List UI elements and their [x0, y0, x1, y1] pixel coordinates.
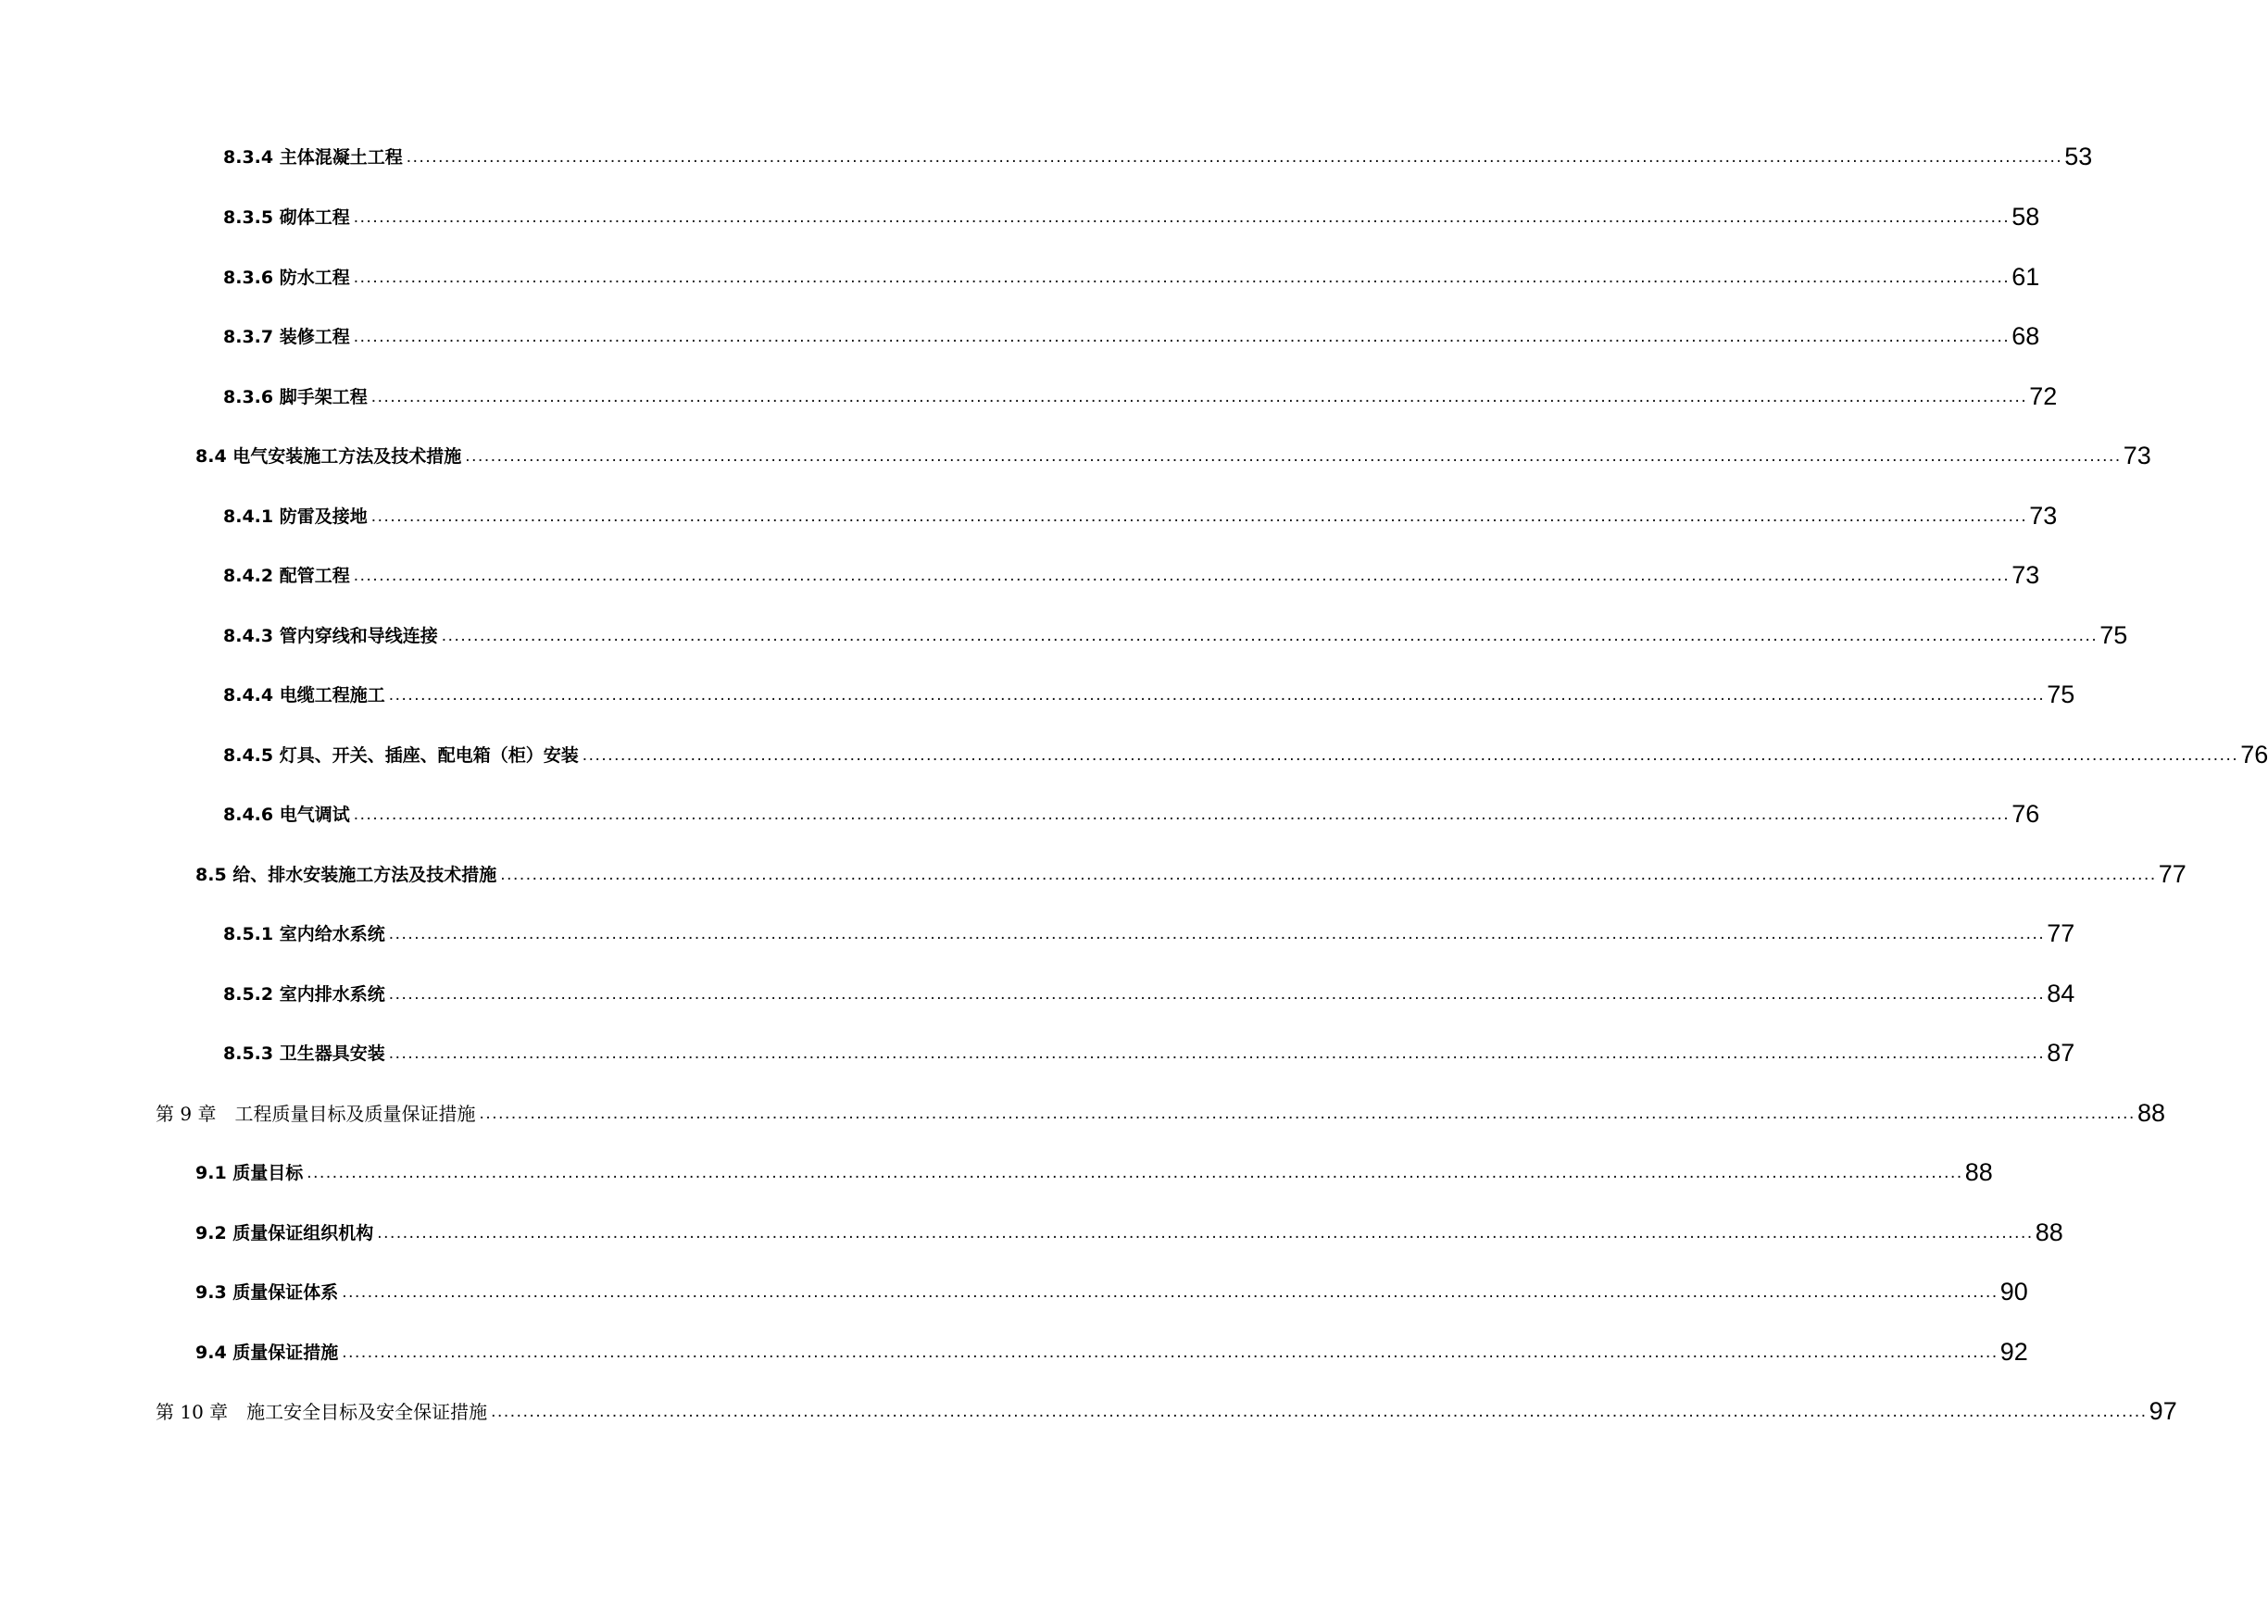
toc-entry: [195, 1210, 2063, 1247]
toc-leader-dots: ....................................................................................................................................................................................................................................................................: [388, 924, 2046, 943]
toc-entry-page: 72: [2029, 382, 2058, 410]
toc-entry-title: 9.3 质量保证体系: [195, 1282, 339, 1303]
toc-entry: [223, 792, 2040, 829]
toc-leader-dots: ....................................................................................................................................................................................................................................................................: [500, 865, 2157, 884]
toc-leader-dots: ....................................................................................................................................................................................................................................................................: [370, 506, 2028, 526]
toc-entry-page: 90: [1999, 1278, 2028, 1305]
toc-entry-page: 53: [2064, 143, 2093, 170]
toc-entry-page: 87: [2047, 1039, 2075, 1067]
toc-entry: [223, 255, 2040, 292]
toc-leader-dots: ....................................................................................................................................................................................................................................................................: [582, 745, 2239, 765]
toc-leader-dots: ....................................................................................................................................................................................................................................................................: [388, 1043, 2046, 1063]
toc-entry-page: 73: [2011, 561, 2040, 589]
toc-entry-page: 88: [1964, 1158, 1993, 1186]
toc-entry-title: 9.2 质量保证组织机构: [195, 1223, 374, 1243]
toc-entry: [156, 1091, 2165, 1128]
toc-entry-title: 8.4.1 防雷及接地: [223, 506, 368, 527]
toc-entry-title: 8.4.3 管内穿线和导线连接: [223, 626, 438, 646]
toc-entry: [195, 1150, 1993, 1187]
toc-entry-page: 97: [2149, 1397, 2177, 1425]
toc-entry-page: 84: [2047, 980, 2075, 1007]
toc-entry: [223, 374, 2058, 411]
toc-entry-page: 61: [2011, 263, 2040, 291]
toc-entry-title: 8.5 给、排水安装施工方法及技术措施: [195, 865, 497, 885]
toc-leader-dots: ....................................................................................................................................................................................................................................................................: [441, 626, 2099, 645]
toc-entry: [223, 194, 2040, 231]
toc-entry-title: 8.3.5 砌体工程: [223, 207, 350, 228]
toc-leader-dots: ....................................................................................................................................................................................................................................................................: [353, 207, 2011, 227]
toc-entry-title: 8.3.4 主体混凝土工程: [223, 147, 403, 168]
toc-entry-title: 8.4 电气安装施工方法及技术措施: [195, 446, 462, 467]
toc-entry-title: 8.5.2 室内排水系统: [223, 984, 385, 1005]
toc-leader-dots: ....................................................................................................................................................................................................................................................................: [342, 1282, 1999, 1302]
toc-entry: [223, 613, 2128, 650]
toc-leader-dots: ....................................................................................................................................................................................................................................................................: [353, 327, 2011, 346]
toc-entry-page: 77: [2158, 860, 2187, 888]
toc-leader-dots: ....................................................................................................................................................................................................................................................................: [342, 1343, 1999, 1362]
toc-entry-title: 8.3.7 装修工程: [223, 327, 350, 347]
toc-leader-dots: ....................................................................................................................................................................................................................................................................: [479, 1104, 2136, 1123]
toc-entry: [223, 911, 2075, 948]
toc-entry: [156, 1389, 2177, 1426]
toc-entry-title: 8.5.3 卫生器具安装: [223, 1043, 385, 1064]
toc-entry-title: 8.4.5 灯具、开关、插座、配电箱（柜）安装: [223, 745, 579, 766]
toc-entry-page: 92: [1999, 1338, 2028, 1366]
toc-entry-title: 8.4.4 电缆工程施工: [223, 685, 385, 706]
toc-entry-page: 76: [2240, 741, 2268, 768]
toc-entry-page: 58: [2011, 203, 2040, 231]
toc-entry: [223, 134, 2093, 171]
toc-entry: [223, 314, 2040, 351]
toc-entry-page: 77: [2047, 919, 2075, 947]
toc-leader-dots: ....................................................................................................................................................................................................................................................................: [406, 147, 2063, 167]
toc-entry: [195, 852, 2187, 889]
toc-entry: [223, 672, 2075, 709]
toc-entry-page: 73: [2123, 442, 2151, 469]
toc-leader-dots: ....................................................................................................................................................................................................................................................................: [388, 685, 2046, 705]
toc-entry-title: 第 10 章 施工安全目标及安全保证措施: [156, 1401, 488, 1423]
toc-entry: [223, 971, 2075, 1008]
toc-entry-page: 68: [2011, 322, 2040, 350]
toc-leader-dots: ....................................................................................................................................................................................................................................................................: [353, 566, 2011, 585]
toc-entry: [223, 553, 2040, 590]
toc-entry-title: 8.4.6 电气调试: [223, 805, 350, 825]
toc-entry-title: 9.1 质量目标: [195, 1163, 304, 1183]
toc-leader-dots: ....................................................................................................................................................................................................................................................................: [353, 805, 2011, 824]
toc-entry-page: 75: [2047, 681, 2075, 708]
toc-entry-page: 73: [2029, 502, 2058, 530]
toc-entry-title: 9.4 质量保证措施: [195, 1343, 339, 1363]
toc-entry: [195, 1330, 2028, 1367]
toc-leader-dots: ....................................................................................................................................................................................................................................................................: [370, 387, 2028, 406]
toc-leader-dots: ....................................................................................................................................................................................................................................................................: [388, 984, 2046, 1004]
toc-entry: [223, 732, 2268, 769]
toc-entry-title: 8.5.1 室内给水系统: [223, 924, 385, 944]
toc-entry: [195, 1269, 2028, 1306]
toc-entry-title: 8.4.2 配管工程: [223, 566, 350, 586]
toc-leader-dots: ....................................................................................................................................................................................................................................................................: [353, 268, 2011, 287]
toc-entry: [223, 1031, 2075, 1068]
toc-entry-page: 76: [2011, 800, 2040, 828]
toc-entry-page: 88: [2035, 1218, 2063, 1246]
toc-entry: [195, 433, 2151, 470]
toc-entry-title: 8.3.6 防水工程: [223, 268, 350, 288]
toc-entry-page: 88: [2136, 1099, 2165, 1127]
toc-leader-dots: ....................................................................................................................................................................................................................................................................: [465, 446, 2122, 466]
toc-entry-page: 75: [2099, 621, 2128, 649]
toc-entry-title: 8.3.6 脚手架工程: [223, 387, 368, 407]
toc-leader-dots: ....................................................................................................................................................................................................................................................................: [491, 1402, 2148, 1421]
toc-entry: [223, 493, 2058, 531]
toc-leader-dots: ....................................................................................................................................................................................................................................................................: [377, 1223, 2034, 1243]
toc-entry-title: 第 9 章 工程质量目标及质量保证措施: [156, 1103, 476, 1125]
toc-leader-dots: ....................................................................................................................................................................................................................................................................: [307, 1163, 1963, 1182]
